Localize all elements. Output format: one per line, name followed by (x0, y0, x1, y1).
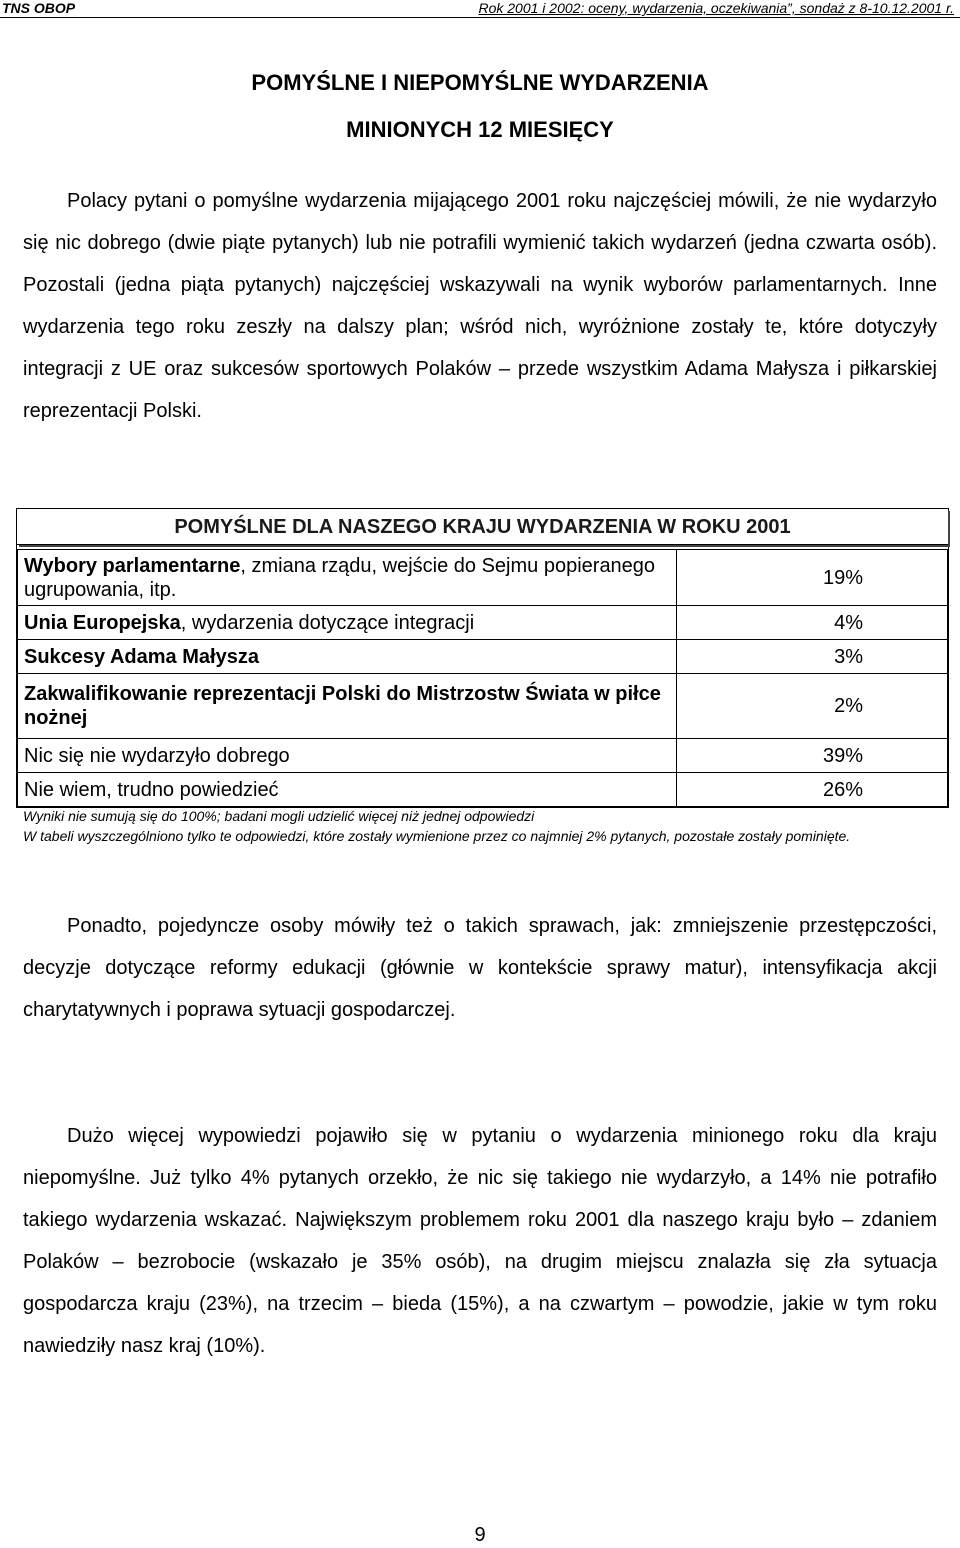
table-row (18, 606, 948, 640)
results-grid (17, 549, 948, 807)
row-value: 19% (677, 550, 948, 606)
table-note-1: Wyniki nie sumują się do 100%; badani mogli udzielić więcej niż jednej odpowiedzi (23, 808, 535, 824)
results-table (16, 508, 949, 808)
followup-paragraph: Ponadto, pojedyncze osoby mówiły też o takich sprawach, jak: zmniejszenie przestępczości, decyzje dotyczące reformy edukacji (głównie w kontekście sprawy matur), intensyfikacja akcji charytatywnych i poprawa sytuacji gospodarczej. (23, 915, 937, 1021)
header-report-title: Rok 2001 i 2002: oceny, wydarzenia, oczekiwania”, sondaż z 8-10.12.2001 r. (478, 0, 954, 16)
section-title-line-1: POMYŚLNE I NIEPOMYŚLNE WYDARZENIA (251, 70, 709, 95)
header-org: TNS OBOP (2, 0, 76, 16)
table-row (18, 739, 948, 773)
negative-events-paragraph: Dużo więcej wypowiedzi pojawiło się w pytaniu o wydarzenia minionego roku dla kraju niepomyślne. Już tylko 4% pytanych orzekło, że nic się takiego nie wydarzyło, a 14% nie potrafiło takiego wydarzenia wskazać. Największym problemem roku 2001 dla naszego kraju było – zdaniem Polaków – bezrobocie (wskazało je 35% osób), na drugim miejscu znalazła się zła sytuacja gospodarcza kraju (23%), na trzecim – bieda (15%), a na czwartym – powodzie, jakie w tym roku nawiedziły nasz kraj (10%). (23, 1125, 937, 1357)
row-value: 26% (677, 773, 948, 807)
table-row (18, 550, 948, 606)
row-label: Nic się nie wydarzyło dobrego (18, 739, 677, 773)
row-label: Wybory parlamentarne, zmiana rządu, wejście do Sejmu popieranego ugrupowania, itp. (18, 550, 677, 606)
table-row (18, 674, 948, 739)
row-value: 2% (677, 674, 948, 739)
section-title-line-2: MINIONYCH 12 MIESIĘCY (346, 117, 614, 142)
intro-paragraph: Polacy pytani o pomyślne wydarzenia mijającego 2001 roku najczęściej mówili, że nie wydarzyło się nic dobrego (dwie piąte pytanych) lub nie potrafili wymienić takich wydarzeń (jedna czwarta osób). Pozostali (jedna piąta pytanych) najczęściej wskazywali na wynik wyborów parlamentarnych. Inne wydarzenia tego roku zeszły na dalszy plan; wśród nich, wyróżnione zostały te, które dotyczyły integracji z UE oraz sukcesów sportowych Polaków – przede wszystkim Adama Małysza i piłkarskiej reprezentacji Polski. (23, 190, 937, 422)
table-row (18, 773, 948, 807)
table-row (18, 640, 948, 674)
row-label: Sukcesy Adama Małysza (18, 640, 677, 674)
page-header (0, 0, 960, 18)
page-number: 9 (474, 1524, 486, 1546)
row-label: Zakwalifikowanie reprezentacji Polski do Mistrzostw Świata w piłce nożnej (18, 674, 677, 739)
table-notes (23, 806, 937, 846)
row-value: 39% (677, 739, 948, 773)
table-note-2: W tabeli wyszczególniono tylko te odpowiedzi, które zostały wymienione przez co najmniej 2% pytanych, pozostałe zostały pominięte. (23, 828, 851, 844)
row-label: Unia Europejska, wydarzenia dotyczące integracji (18, 606, 677, 640)
row-value: 4% (677, 606, 948, 640)
table-title: POMYŚLNE DLA NASZEGO KRAJU WYDARZENIA W ROKU 2001 (17, 509, 948, 545)
row-value: 3% (677, 640, 948, 674)
row-label: Nie wiem, trudno powiedzieć (18, 773, 677, 807)
